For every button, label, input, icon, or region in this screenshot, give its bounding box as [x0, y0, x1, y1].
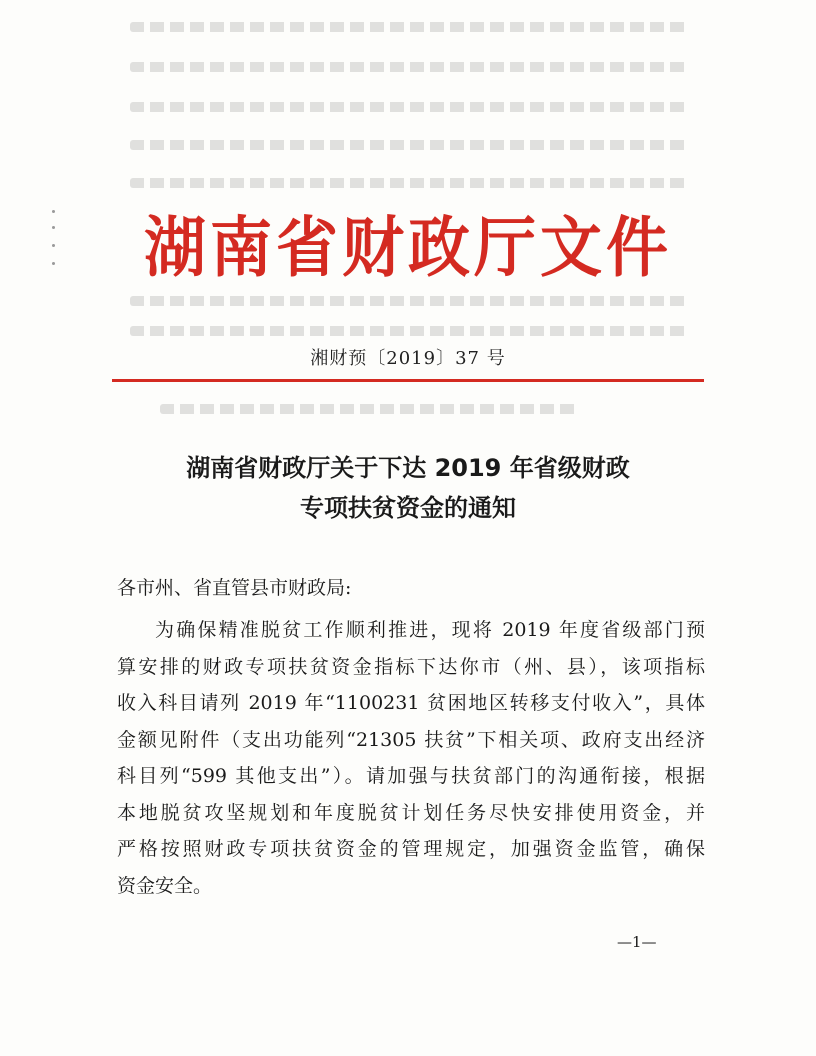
document-header-title: 湖南省财政厅文件 — [143, 209, 672, 286]
body-line: 资金安全。 — [117, 874, 213, 897]
bleed-through-line — [130, 102, 690, 112]
body-paragraph — [117, 612, 705, 904]
page-number: —1— — [617, 933, 657, 951]
body-line: 算安排的财政专项扶贫资金指标下达你市（州、县），该项指标 — [117, 655, 705, 678]
bleed-through-line — [130, 62, 690, 72]
body-line: 收入科目请列 2019 年“1100231 贫困地区转移支付收入”，具体 — [117, 692, 705, 714]
notice-title-line-2: 专项扶贫资金的通知 — [300, 494, 516, 522]
bleed-through-line — [130, 140, 690, 150]
notice-title — [0, 448, 816, 528]
body-line: 金额见附件（支出功能列“21305 扶贫”下相关项、政府支出经济 — [117, 728, 705, 751]
bleed-through-line — [160, 404, 580, 414]
notice-title-line-1: 湖南省财政厅关于下达 2019 年省级财政 — [186, 454, 630, 482]
bleed-through-line — [130, 22, 690, 32]
document-number: 湘财预〔2019〕37 号 — [310, 348, 506, 369]
body-line: 严格按照财政专项扶贫资金的管理规定，加强资金监管，确保 — [117, 838, 705, 860]
body-line: 为确保精准脱贫工作顺利推进，现将 2019 年度省级部门预 — [155, 619, 705, 641]
salutation: 各市州、省直管县市财政局: — [117, 577, 352, 599]
body-line: 科目列“599 其他支出”）。请加强与扶贫部门的沟通衔接，根据 — [117, 765, 705, 787]
body-line: 本地脱贫攻坚规划和年度脱贫计划任务尽快安排使用资金，并 — [117, 801, 705, 824]
bleed-through-line — [130, 326, 690, 336]
bleed-through-line — [130, 178, 690, 188]
bleed-through-line — [130, 296, 690, 306]
red-divider — [112, 379, 704, 382]
